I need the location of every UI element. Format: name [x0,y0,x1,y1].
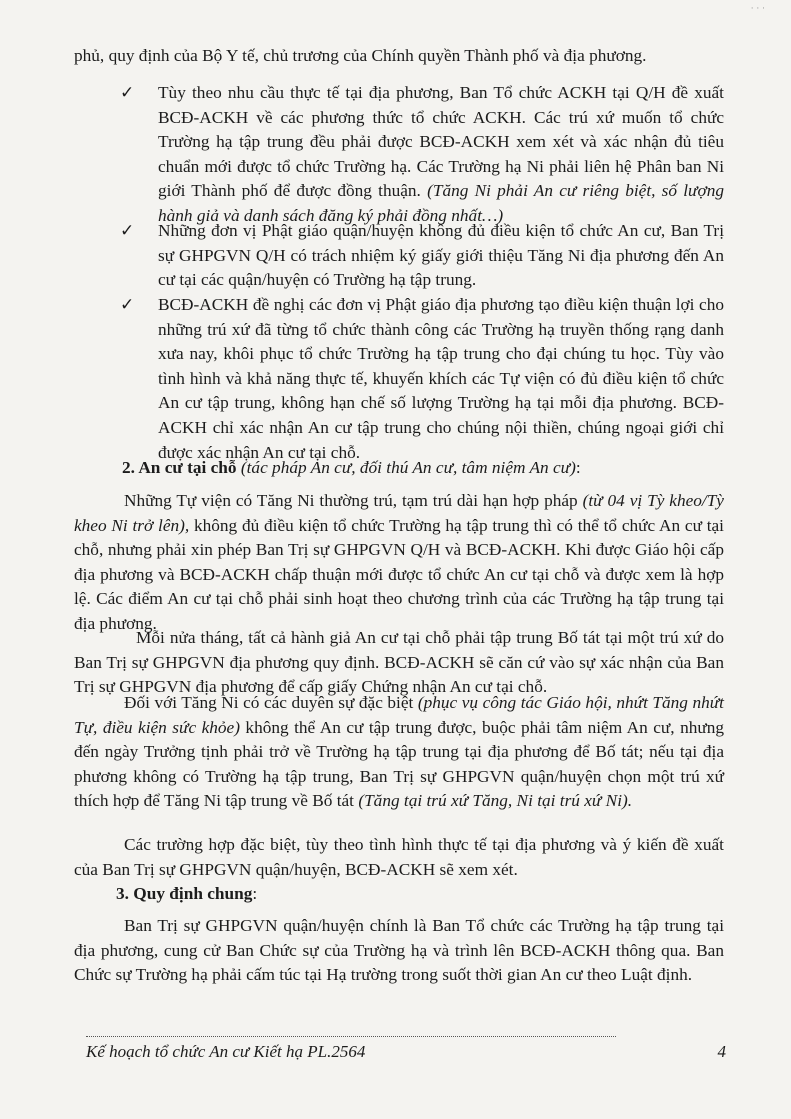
paragraph-continuation: phủ, quy định của Bộ Y tế, chủ trương của Chính quyền Thành phố và địa phương. [74,46,647,65]
check-icon: ✓ [120,295,135,315]
paragraph-2-2: Mỗi nửa tháng, tất cả hành giả An cư tại chỗ phải tập trung Bố tát tại một trú xứ do Ban Trị sự GHPGVN địa phương quy định. BCĐ-ACKH sẽ căn cứ vào sự xác nhận của Ban Trị sự GHPGVN địa phương để cấp giấy Chứng nhận An cư tại chỗ. [74,628,724,697]
section-heading-2: 2. An cư tại chỗ (tác pháp An cư, đối thú An cư, tâm niệm An cư): [122,458,581,477]
page-footer [86,1042,726,1062]
check-icon: ✓ [120,221,135,241]
paragraph-3-1: Ban Trị sự GHPGVN quận/huyện chính là Ban Tổ chức các Trường hạ tập trung tại địa phương, cung cử Ban Chức sự của Trường hạ và trình lên BCĐ-ACKH thông qua. Ban Chức sự Trường hạ phải cấm túc tại Hạ trường trong suốt thời gian An cư theo Luật định. [74,916,724,985]
bullet-paragraph-2: Những đơn vị Phật giáo quận/huyện không đủ điều kiện tổ chức An cư, Ban Trị sự GHPGVN Q/H có trách nhiệm ký giấy giới thiệu Tăng Ni địa phương đến An cư tại các quận/huyện có Trường hạ tập trung. [158,221,724,290]
paragraph-2-1: Những Tự viện có Tăng Ni thường trú, tạm trú dài hạn hợp pháp (từ 04 vị Tỳ kheo/Tỳ kheo Ni trở lên), không đủ điều kiện tổ chức Trường hạ tập trung thì có thể tổ chức An cư tại chỗ, nhưng phải xin phép Ban Trị sự GHPGVN Q/H và BCĐ-ACKH. Khi được Giáo hội cấp địa phương và BCĐ-ACKH chấp thuận mới được tổ chức An cư tại chỗ và được xem là hợp lệ. Các điểm An cư tại chỗ phải sinh hoạt theo chương trình của các Trường hạ tập trung tại địa phương. [74,491,724,633]
paragraph-2-4: Các trường hợp đặc biệt, tùy theo tình hình thực tế tại địa phương và ý kiến đề xuất của Ban Trị sự GHPGVN quận/huyện, BCĐ-ACKH sẽ xem xét. [74,835,724,879]
footer-divider [86,1036,616,1037]
page-number: 4 [717,1042,726,1061]
paragraph-2-3: Đối với Tăng Ni có các duyên sự đặc biệt (phục vụ công tác Giáo hội, nhứt Tăng nhứt Tự, điều kiện sức khỏe) không thể An cư tập trung được, buộc phải tâm niệm An cư, nhưng đến ngày Trưởng tịnh phải trở về Trường hạ tập trung tại địa phương để Bố tát; nếu tại địa phương không có Trường hạ tập trung, Ban Trị sự GHPGVN quận/huyện chọn một trú xứ thích hợp để Tăng Ni tập trung về Bố tát (Tăng tại trú xứ Tăng, Ni tại trú xứ Ni). [74,693,725,811]
footer-title: Kế hoạch tổ chức An cư Kiết hạ PL.2564 [86,1042,366,1061]
bullet-paragraph-3: BCĐ-ACKH đề nghị các đơn vị Phật giáo địa phương tạo điều kiện thuận lợi cho những trú xứ đã từng tổ chức thành công các Trường hạ truyền thống rạng danh xưa nay, khôi phục tổ chức Trường hạ tập trung cho đại chúng tu học. Tùy vào tình hình và khả năng thực tế, khuyến khích các Tự viện có đủ điều kiện tổ chức An cư tập trung, không hạn chế số lượng Trường hạ tại mỗi địa phương. BCĐ-ACKH chỉ xác nhận An cư tập trung cho chúng nội thiền, chúng ngoại giới chỉ được xác nhận An cư tại chỗ. [158,295,724,462]
bullet-paragraph-1: Tùy theo nhu cầu thực tế tại địa phương, Ban Tổ chức ACKH tại Q/H đề xuất BCĐ-ACKH về các phương thức tổ chức ACKH. Các trú xứ muốn tổ chức Trường hạ tập trung đều phải được BCĐ-ACKH xem xét và xác nhận đủ tiêu chuẩn mới được tổ chức Trường hạ. Các Trường hạ Ni phải liên hệ Phân ban Ni giới Thành phố để được đồng thuận. (Tăng Ni phải An cư riêng biệt, số lượng hành giả và danh sách đăng ký phải đồng nhất…) [158,83,724,225]
section-heading-3: 3. Quy định chung: [116,884,258,903]
check-icon: ✓ [120,83,135,103]
scan-mark: · · · [750,4,765,14]
